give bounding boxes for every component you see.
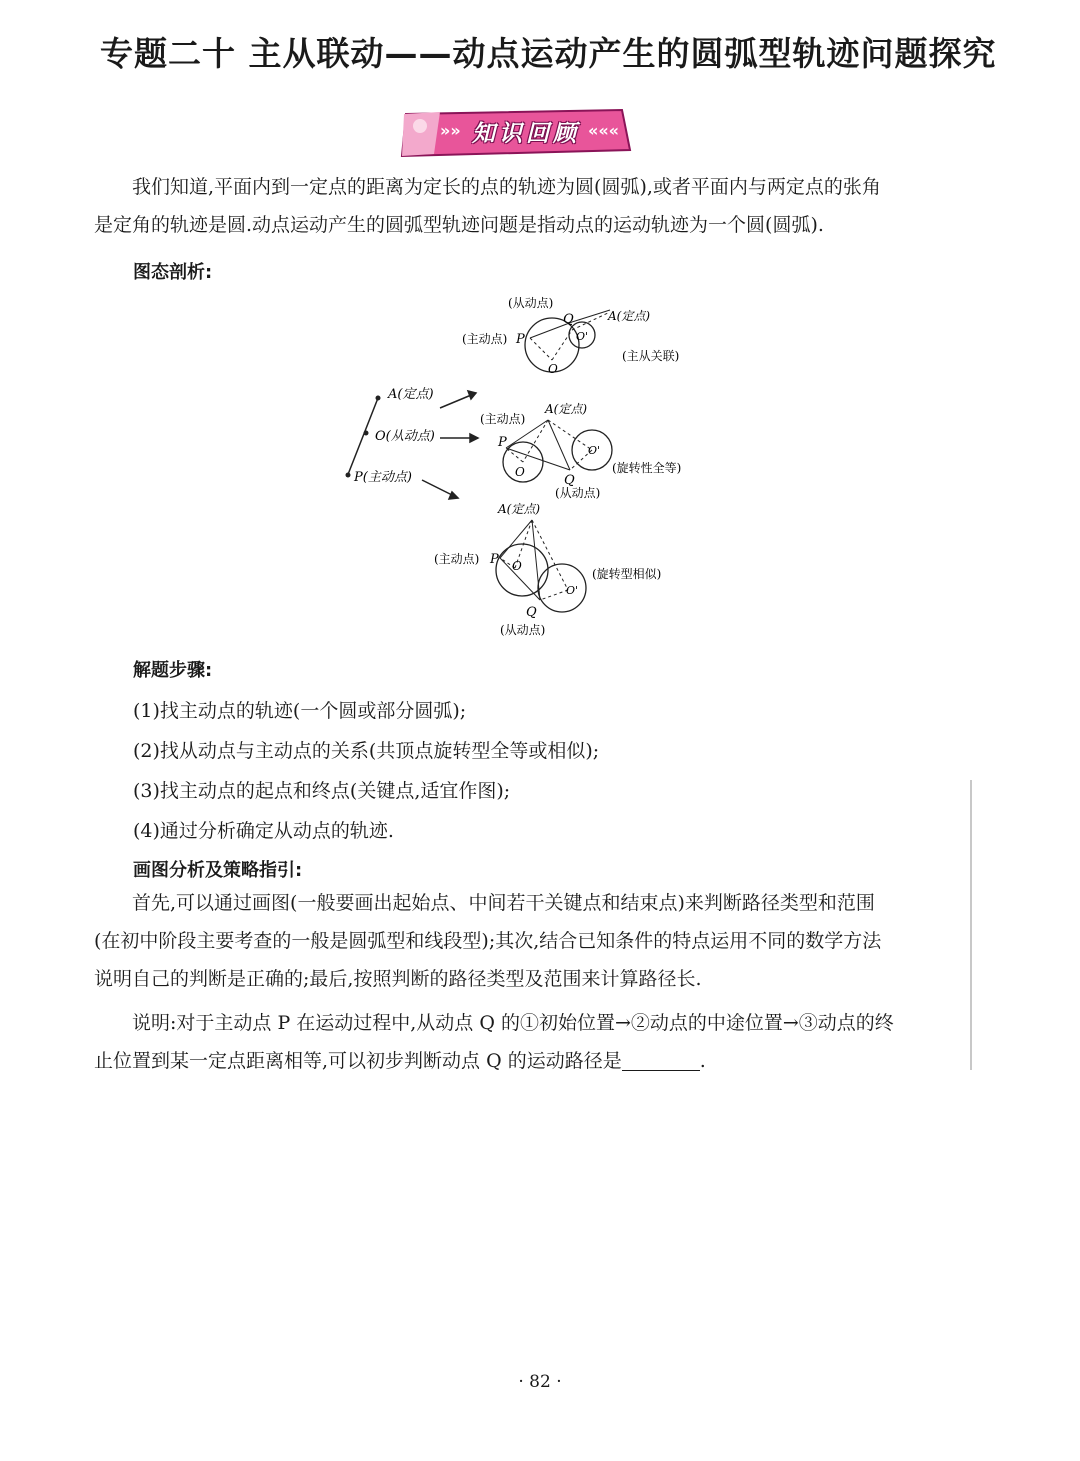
top-a-label: A(定点) xyxy=(608,309,651,323)
page-number: · 82 · xyxy=(518,1372,562,1392)
strategy-line-1: 首先,可以通过画图(一般要画出起始点、中间若干关键点和结束点)来判断路径类型和范围 xyxy=(132,892,875,914)
left-o-label: O(从动点) xyxy=(375,429,435,444)
mid-q-label: Q xyxy=(564,473,575,488)
note-line-2 xyxy=(94,1042,954,1080)
top-leader-label: (主动点) xyxy=(462,332,508,346)
top-q-label: Q xyxy=(563,312,574,327)
bot-o-prime-label: O' xyxy=(566,584,579,597)
step-item: (4)通过分析确定从动点的轨迹. xyxy=(133,820,394,842)
bot-relation-label: (旋转型相似) xyxy=(592,567,662,581)
mid-p-label: P xyxy=(498,435,507,450)
top-o-label: O xyxy=(548,362,558,376)
mid-o-label: O xyxy=(515,465,525,479)
intro-line-2: 是定角的轨迹是圆.动点运动产生的圆弧型轨迹问题是指动点的运动轨迹为一个圆(圆弧). xyxy=(94,214,824,236)
top-relation-label: (主从关联) xyxy=(622,349,680,363)
bot-a-label: A(定点) xyxy=(498,502,541,516)
note-line-2-text: 止位置到某一定点距离相等,可以初步判断动点 Q 的运动路径是 xyxy=(94,1050,622,1072)
bot-leader-label: (主动点) xyxy=(434,552,480,566)
analysis-diagram xyxy=(340,290,700,650)
bot-o-label: O xyxy=(512,559,522,573)
steps-label: 解题步骤: xyxy=(133,660,213,681)
note-line-1: 说明:对于主动点 P 在运动过程中,从动点 Q 的①初始位置→②动点的中途位置→③动点的终 xyxy=(132,1012,894,1034)
section-banner xyxy=(400,108,632,158)
note-line-2-end: . xyxy=(699,1050,706,1072)
strategy-line-2: (在初中阶段主要考查的一般是圆弧型和线段型);其次,结合已知条件的特点运用不同的数学方法 xyxy=(94,930,882,952)
left-a-label: A(定点) xyxy=(388,387,434,402)
intro-line-1: 我们知道,平面内到一定点的距离为定长的点的轨迹为圆(圆弧),或者平面内与两定点的张角 xyxy=(132,176,881,198)
page-title: 专题二十 主从联动——动点运动产生的圆弧型轨迹问题探究 xyxy=(100,34,997,73)
strategy-label: 画图分析及策略指引: xyxy=(133,860,303,881)
bot-p-label: P xyxy=(490,552,499,567)
top-follower-label: (从动点) xyxy=(508,296,554,310)
left-p-label: P(主动点) xyxy=(354,470,412,485)
chevrons-left: »» xyxy=(440,121,461,140)
bot-q-label: Q xyxy=(526,605,537,620)
intro-paragraph xyxy=(94,168,954,244)
answer-blank xyxy=(622,1050,700,1071)
top-o-prime-label: O' xyxy=(576,330,589,343)
flower-icon xyxy=(413,119,427,133)
chevrons-right: ««« xyxy=(588,121,620,140)
strategy-line-3: 说明自己的判断是正确的;最后,按照判断的路径类型及范围来计算路径长. xyxy=(94,968,702,990)
mid-follower-label: (从动点) xyxy=(555,486,601,500)
mid-leader-label: (主动点) xyxy=(480,412,526,426)
step-item: (2)找从动点与主动点的关系(共顶点旋转型全等或相似); xyxy=(133,740,600,762)
step-item: (1)找主动点的轨迹(一个圆或部分圆弧); xyxy=(133,700,467,722)
mid-a-label: A(定点) xyxy=(545,402,588,416)
mid-relation-label: (旋转性全等) xyxy=(612,461,682,475)
mid-o-prime-label: O' xyxy=(588,444,601,457)
step-item: (3)找主动点的起点和终点(关键点,适宜作图); xyxy=(133,780,511,802)
note-paragraph xyxy=(94,1004,954,1080)
bot-follower-label: (从动点) xyxy=(500,623,546,637)
top-p-label: P xyxy=(516,332,525,347)
analysis-label: 图态剖析: xyxy=(133,262,213,283)
banner-label: 知识回顾 xyxy=(472,121,580,147)
scan-edge-line xyxy=(970,780,972,1070)
strategy-paragraph xyxy=(94,884,954,998)
